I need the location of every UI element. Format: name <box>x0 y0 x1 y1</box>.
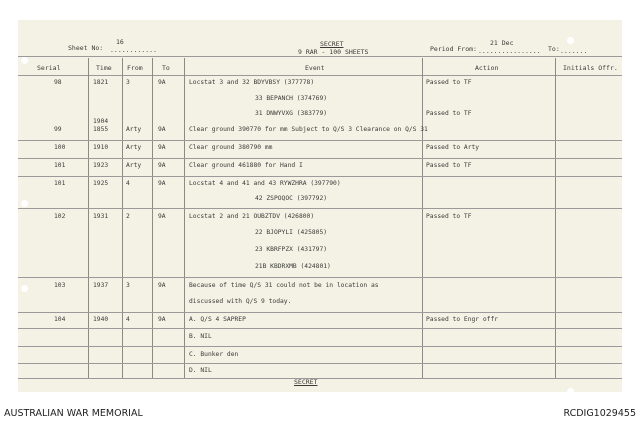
from-cell: Arty <box>126 162 142 169</box>
period-label: Period From: <box>430 45 477 53</box>
sheet-label: Sheet No: <box>68 44 104 52</box>
header-rule-top <box>18 56 622 57</box>
period-from: 21 Dec <box>490 39 514 47</box>
row-divider <box>18 363 622 364</box>
to-cell: 9A <box>158 316 166 323</box>
row-divider <box>18 208 622 209</box>
serial-cell: 99 <box>54 126 62 133</box>
to-cell: 9A <box>158 213 166 220</box>
punch-hole <box>21 285 28 292</box>
event-cell: D. NIL <box>189 367 212 374</box>
from-cell: Arty <box>126 144 142 151</box>
action-cell: Passed to Arty <box>426 144 480 151</box>
book-label: 9 RAR - 100 SHEETS <box>298 48 369 56</box>
row-divider <box>18 346 622 347</box>
column-header-action: Action <box>475 64 499 72</box>
event-cell: 22 BJOPYLI (425805) <box>255 229 328 236</box>
event-cell: Because of time Q/S 31 could not be in location as <box>189 282 379 289</box>
secret-marking-top: SECRET <box>320 40 344 48</box>
punch-hole <box>567 388 574 395</box>
period-dots: ................ <box>478 47 541 55</box>
time-cell: 1910 <box>93 144 109 151</box>
event-cell: 21B KBDRXMB (424801) <box>255 263 331 270</box>
row-divider <box>18 328 622 329</box>
time-cell: 1923 <box>93 162 109 169</box>
event-cell: 33 BEPANCH (374769) <box>255 95 328 102</box>
column-divider <box>555 58 556 378</box>
column-header-to: To <box>162 64 170 72</box>
column-divider <box>88 58 89 378</box>
header-rule-bottom <box>18 75 622 76</box>
from-cell: 3 <box>126 282 130 289</box>
serial-cell: 100 <box>54 144 66 151</box>
serial-cell: 98 <box>54 79 62 86</box>
sheet-dots: ............ <box>110 46 157 54</box>
to-dots: ....... <box>560 47 588 55</box>
column-divider <box>122 58 123 378</box>
column-header-time: Time <box>96 64 112 72</box>
event-cell: Clear ground 390770 for mm Subject to Q/S 3 Clearance on Q/S 31 <box>189 126 428 133</box>
row-divider <box>18 176 622 177</box>
action-cell: Passed to TF <box>426 213 472 220</box>
action-cell: Passed to TF <box>426 162 472 169</box>
row-divider <box>18 140 622 141</box>
footer-source: AUSTRALIAN WAR MEMORIAL <box>4 408 143 419</box>
footer-id: RCDIG1029455 <box>563 408 636 419</box>
row-divider <box>18 158 622 159</box>
time-cell: 1940 <box>93 316 109 323</box>
time-cell: 1925 <box>93 180 109 187</box>
action-cell: Passed to TF <box>426 110 472 117</box>
to-cell: 9A <box>158 282 166 289</box>
row-divider <box>18 312 622 313</box>
serial-cell: 101 <box>54 162 66 169</box>
event-cell: A. Q/S 4 SAPREP <box>189 316 246 323</box>
event-cell: Locstat 2 and 21 OUBZTDV (426800) <box>189 213 315 220</box>
column-divider <box>184 58 185 378</box>
column-header-initials: Initials Offr. <box>563 64 618 72</box>
from-cell: 4 <box>126 180 130 187</box>
to-label: To: <box>548 45 560 53</box>
event-cell: 42 ZSPOQOC (397792) <box>255 195 328 202</box>
column-header-serial: Serial <box>37 64 61 72</box>
column-header-from: From <box>127 64 143 72</box>
serial-cell: 101 <box>54 180 66 187</box>
event-cell: 31 DNWYVXG (383779) <box>255 110 328 117</box>
row-divider <box>18 277 622 278</box>
serial-cell: 103 <box>54 282 66 289</box>
action-cell: Passed to Engr offr <box>426 316 499 323</box>
event-cell: Locstat 3 and 32 BDYVBSY (377778) <box>189 79 315 86</box>
punch-hole <box>567 37 574 44</box>
event-cell: C. Bunker den <box>189 351 239 358</box>
to-cell: 9A <box>158 162 166 169</box>
row-divider <box>18 378 622 379</box>
time-cell: 1931 <box>93 213 109 220</box>
column-divider <box>152 58 153 378</box>
to-cell: 9A <box>158 126 166 133</box>
column-header-event: Event <box>305 64 325 72</box>
action-cell: Passed to TF <box>426 79 472 86</box>
event-cell: Clear ground 380790 mm <box>189 144 273 151</box>
from-cell: 4 <box>126 316 130 323</box>
from-cell: 3 <box>126 79 130 86</box>
event-cell: Clear ground 461880 for Hand I <box>189 162 303 169</box>
time-cell: 1904 1855 <box>93 118 109 133</box>
event-cell: B. NIL <box>189 333 212 340</box>
from-cell: Arty <box>126 126 142 133</box>
to-cell: 9A <box>158 180 166 187</box>
event-cell: Locstat 4 and 41 and 43 RYWZHRA (397790) <box>189 180 341 187</box>
column-divider <box>422 58 423 378</box>
punch-hole <box>21 200 28 207</box>
punch-hole <box>21 57 28 64</box>
to-cell: 9A <box>158 79 166 86</box>
event-cell: 23 KBRFPZX (431797) <box>255 246 328 253</box>
to-cell: 9A <box>158 144 166 151</box>
secret-marking-bottom: SECRET <box>294 378 318 386</box>
time-cell: 1821 <box>93 79 109 86</box>
serial-cell: 102 <box>54 213 66 220</box>
from-cell: 2 <box>126 213 130 220</box>
event-cell: discussed with Q/S 9 today. <box>189 298 292 305</box>
serial-cell: 104 <box>54 316 66 323</box>
time-cell: 1937 <box>93 282 109 289</box>
sheet-number: 16 <box>116 38 124 46</box>
